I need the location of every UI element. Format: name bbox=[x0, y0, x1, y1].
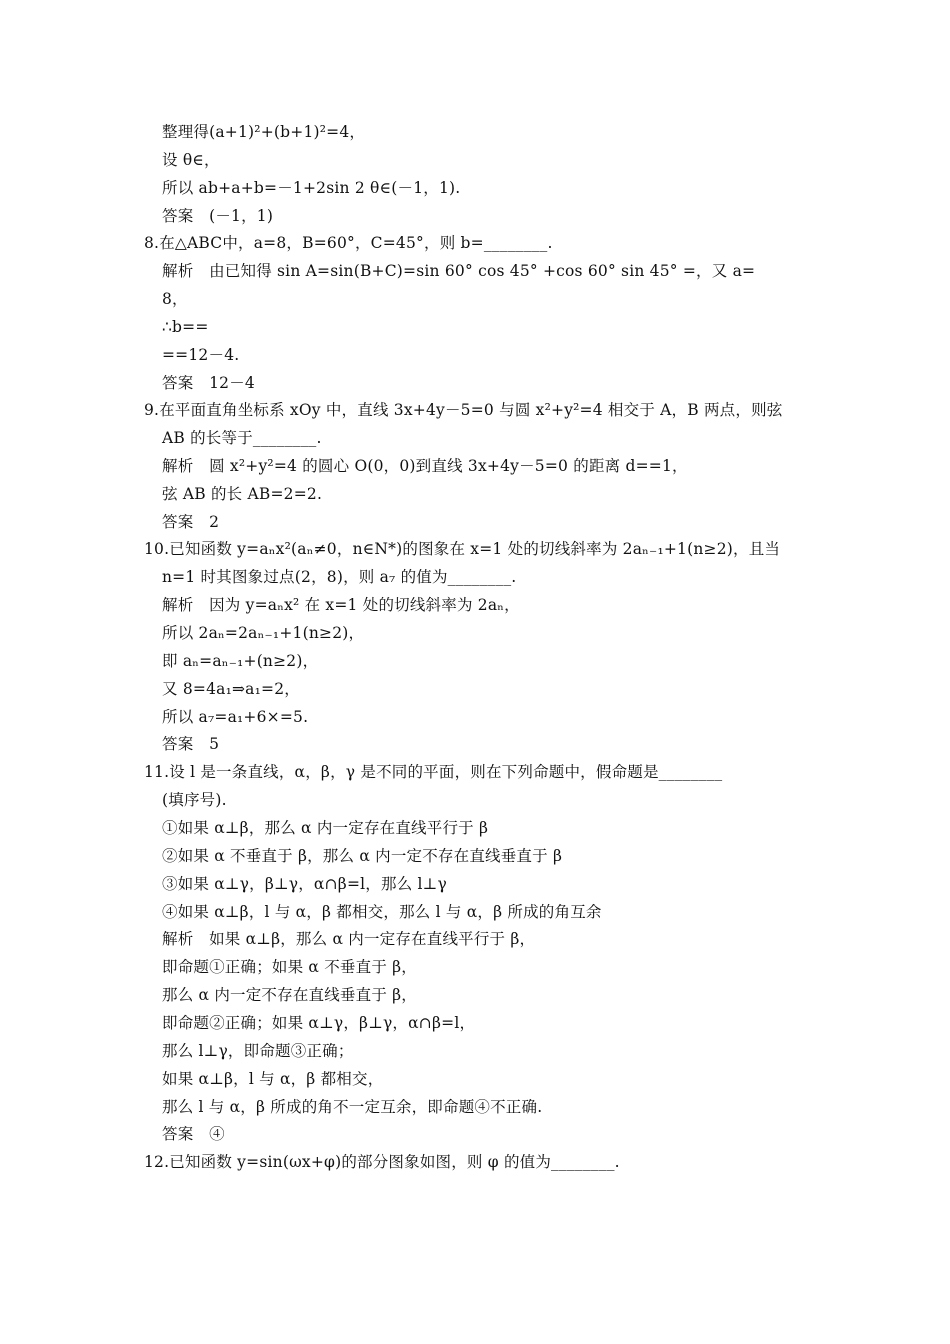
text-line: 即 aₙ=aₙ₋₁+(n≥2)， bbox=[162, 652, 319, 670]
text-line: ∴b== bbox=[162, 318, 209, 336]
text-line: AB 的长等于________. bbox=[162, 429, 322, 447]
answer-line: 答案 5 bbox=[162, 735, 220, 753]
analysis-line: 解析 如果 α⊥β，那么 α 内一定存在直线平行于 β， bbox=[162, 930, 536, 948]
text-line: 所以 ab+a+b=－1+2sin 2 θ∈(－1，1). bbox=[162, 179, 461, 197]
text-line: 弦 AB 的长 AB=2=2. bbox=[162, 485, 323, 503]
option-1: ①如果 α⊥β，那么 α 内一定存在直线平行于 β bbox=[162, 819, 489, 837]
answer-line: 答案 2 bbox=[162, 513, 220, 531]
question-10: 10.已知函数 y=aₙx²(aₙ≠0，n∈N*)的图象在 x=1 处的切线斜率为 2aₙ₋₁+1(n≥2)，且当 bbox=[144, 540, 781, 558]
question-11: 11.设 l 是一条直线，α，β，γ 是不同的平面，则在下列命题中，假命题是________ bbox=[144, 763, 723, 781]
text-line: ==12－4. bbox=[162, 346, 240, 364]
text-line: 即命题①正确；如果 α 不垂直于 β， bbox=[162, 958, 418, 976]
analysis-line: 解析 圆 x²+y²=4 的圆心 O(0，0)到直线 3x+4y－5=0 的距离 d==1， bbox=[162, 457, 688, 475]
analysis-line: 解析 由已知得 sin A=sin(B+C)=sin 60° cos 45° +cos 60° sin 45° =，又 a= bbox=[162, 262, 756, 280]
text-line: 即命题②正确；如果 α⊥γ，β⊥γ，α∩β=l， bbox=[162, 1014, 476, 1032]
text-line: 所以 a₇=a₁+6×=5. bbox=[162, 708, 309, 726]
analysis-line: 解析 因为 y=aₙx² 在 x=1 处的切线斜率为 2aₙ， bbox=[162, 596, 520, 614]
answer-line: 答案 12－4 bbox=[162, 374, 255, 392]
text-line: 所以 2aₙ=2aₙ₋₁+1(n≥2)， bbox=[162, 624, 365, 642]
text-line: 那么 l 与 α，β 所成的角不一定互余，即命题④不正确. bbox=[162, 1098, 543, 1116]
answer-line: 答案 ④ bbox=[162, 1125, 225, 1143]
option-3: ③如果 α⊥γ，β⊥γ，α∩β=l，那么 l⊥γ bbox=[162, 875, 447, 893]
option-4: ④如果 α⊥β，l 与 α，β 都相交，那么 l 与 α，β 所成的角互余 bbox=[162, 903, 602, 921]
text-line: (填序号). bbox=[162, 791, 227, 809]
text-line: 整理得(a+1)²+(b+1)²=4， bbox=[162, 123, 366, 141]
answer-line: 答案 (－1，1) bbox=[162, 207, 274, 225]
text-line: 8， bbox=[162, 290, 188, 308]
text-line: n=1 时其图象过点(2，8)，则 a₇ 的值为________. bbox=[162, 568, 517, 586]
text-line: 如果 α⊥β，l 与 α，β 都相交， bbox=[162, 1070, 384, 1088]
question-8: 8.在△ABC中，a=8，B=60°，C=45°，则 b=________. bbox=[144, 234, 553, 252]
question-12: 12.已知函数 y=sin(ωx+φ)的部分图象如图，则 φ 的值为________. bbox=[144, 1153, 620, 1171]
text-line: 那么 α 内一定不存在直线垂直于 β， bbox=[162, 986, 418, 1004]
question-9: 9.在平面直角坐标系 xOy 中，直线 3x+4y－5=0 与圆 x²+y²=4 相交于 A，B 两点，则弦 bbox=[144, 401, 783, 419]
text-line: 那么 l⊥γ，即命题③正确； bbox=[162, 1042, 354, 1060]
option-2: ②如果 α 不垂直于 β，那么 α 内一定不存在直线垂直于 β bbox=[162, 847, 563, 865]
text-line: 设 θ∈， bbox=[162, 151, 220, 169]
text-line: 又 8=4a₁⇒a₁=2， bbox=[162, 680, 300, 698]
